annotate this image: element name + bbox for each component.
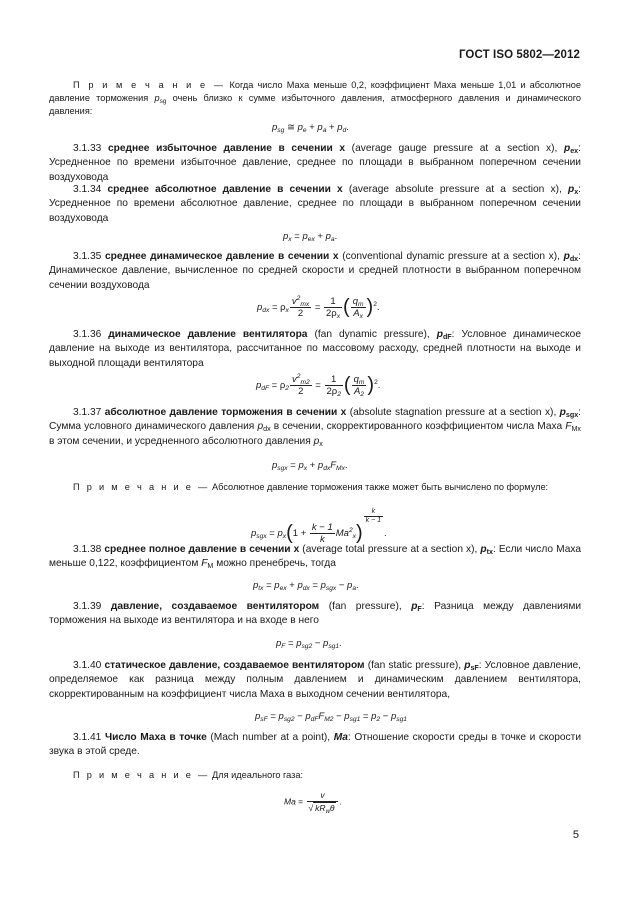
definition-3-1-36: 3.1.36 динамическое давление вентилятора (fan dynamic pressure), $p_{dF}$: Условное динамическое давление на выходе из вентилятора, рассчитанное по массовому расходу, средней плотности на выходе и выходной площади вентилятора (49, 329, 582, 369)
formula-px: $p_x = p_{ex} + p_a$. (283, 231, 338, 243)
formula-ptx: $p_{tx} = p_{ex} + p_{dx} = p_{sgx} - p_a$. (253, 580, 359, 592)
formula-psgx: $p_{sgx} = p_x + p_{dx}F_{Mx}$. (272, 460, 348, 472)
note-mach-small: П р и м е ч а н и е — Когда число Маха меньше 0,2, коэффициент Маха меньше 1,01 и абсолютное давление торможения $p_{sg}$ очень близко к сумме избыточного давления, атмосферного давления и динамического давления: (49, 80, 582, 116)
definition-3-1-39: 3.1.39 давление, создаваемое вентилятором (fan pressure), $p_F$: Разница между давлениями торможения на выходе из вентилятора и на входе в него (49, 601, 582, 627)
definition-3-1-33: 3.1.33 среднее избыточное давление в сечении x (average gauge pressure at a section x), $p_{ex}$: Усредненное по времени избыточное давление, среднее по площади в выбранном поперечном сечении воздуховода (49, 143, 581, 183)
formula-psg: $p_{sg}$ ≅ $p_e + p_a + p_d$. (272, 122, 349, 134)
definition-3-1-38: 3.1.38 среднее полное давление в сечении x (average total pressure at a section x), $p_{tx}$: Если число Маха меньше 0,122, коэффициентом $F_M$ можно пренебречь, тогда (49, 544, 582, 571)
definition-3-1-35: 3.1.35 среднее динамическое давление в сечении x (conventional dynamic pressure at a section x), $p_{dx}$: Динамическое давление, вычисленное по средней скорости и средней плотности в выбранном поперечном сечении воздуховода (49, 251, 581, 291)
definition-3-1-34: 3.1.34 среднее абсолютное давление в сечении x (average absolute pressure at a section x), $p_x$: Усредненное по времени абсолютное давление, среднее по площади в выбранном поперечном сечении воздуховода (49, 184, 581, 224)
formula-pF: $p_F = p_{sg2} - p_{sg1}$. (276, 638, 342, 650)
definition-3-1-41: 3.1.41 Число Маха в точке (Mach number at a point), Ma: Отношение скорости среды в точке и скорости звука в этой среде. (49, 732, 582, 758)
definition-3-1-37: 3.1.37 абсолютное давление торможения в сечении x (absolute stagnation pressure at a section x), $p_{sgx}$: Сумма условного динамического давления $p_{dx}$ в сечении, скорректированного коэффициентом числа Маха $F_{Mx}$ в этом сечении, и усредненного абсолютного давления $p_x$ (49, 407, 581, 448)
standard-header: ГОСТ ISO 5802—2012 (458, 49, 580, 61)
definition-3-1-40: 3.1.40 статическое давление, создаваемое вентилятором (fan static pressure), $p_{sF}$: Условное давление, определяемое как разница между полным давлением и динамическим давлением вентилятора, скорректированным на коэффициент числа Маха в выходном сечении вентилятора, (49, 660, 582, 700)
note-ideal-gas: П р и м е ч а н и е — Для идеального газа: (73, 770, 304, 780)
formula-mach: Ma = $\frac{v}{√ kR_w\theta}$ . (284, 790, 342, 815)
formula-psgx-mach: $p_{sgx} = p_x(1$ + $\frac{k - 1}{k}$ $Ma^2_x$) $\frac{k}{k - 1}$ . (251, 508, 387, 545)
note-label: П р и м е ч а н и е — (73, 80, 226, 90)
note-stagnation-formula: П р и м е ч а н и е — Абсолютное давление торможения также может быть вычислено по формуле: (73, 482, 549, 492)
formula-psF: $p_{sF} = p_{sg2} - p_{dF}F_{M2} - p_{sg1} = p_2 - p_{sg1}$ (255, 711, 407, 723)
page-number: 5 (572, 829, 579, 841)
formula-pdx: $p_{dx} = \rho_x$ $\frac{v^2_{mx}}{2}$ = $\frac{1}{2\rho_x}$ ( $\frac{q_m}{A_x}$ )$^2$. (257, 295, 380, 320)
formula-pdF: $p_{dF} = \rho_2$ $\frac{v^2_{m2}}{2}$ = $\frac{1}{2\rho_2}$ ( $\frac{q_m}{A_2}$ )$^2$. (256, 373, 381, 398)
